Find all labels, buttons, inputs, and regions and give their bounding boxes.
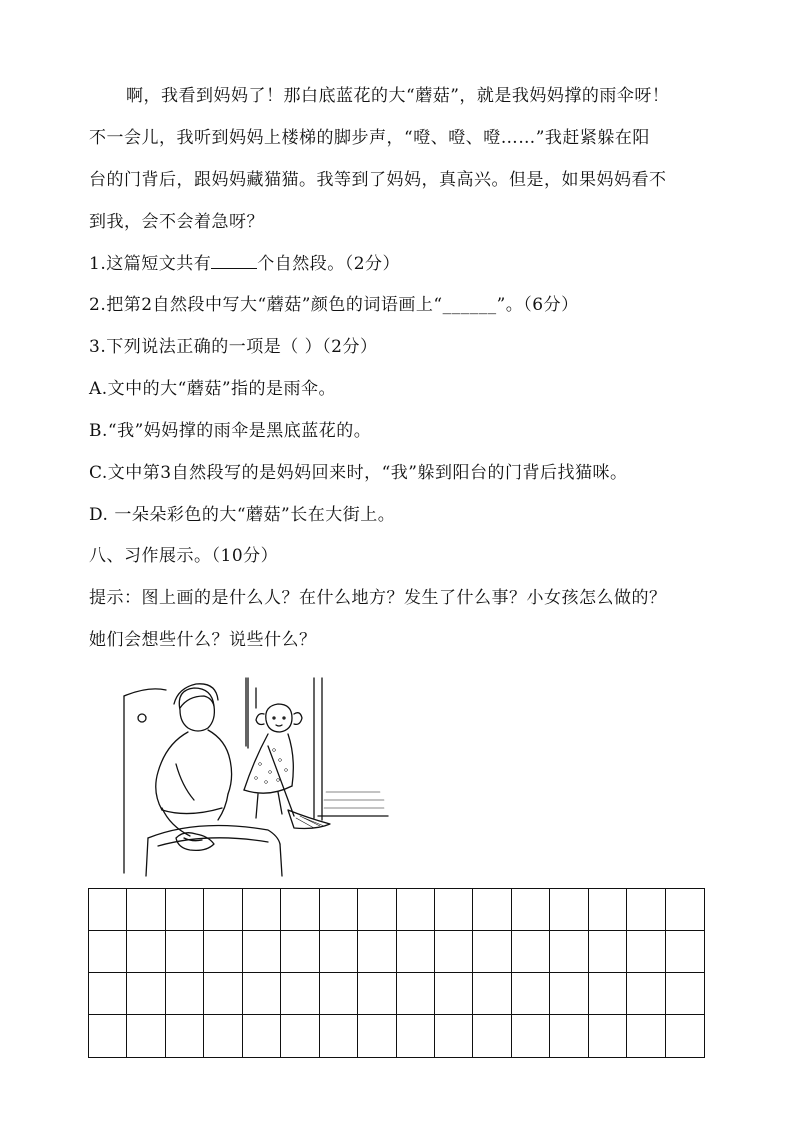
- grid-cell[interactable]: [358, 973, 396, 1015]
- grid-cell[interactable]: [320, 973, 358, 1015]
- question-2: [89, 293, 579, 317]
- grid-cell[interactable]: [320, 889, 358, 931]
- grid-cell[interactable]: [166, 889, 204, 931]
- grid-cell[interactable]: [435, 973, 473, 1015]
- grid-cell[interactable]: [243, 889, 281, 931]
- question-2-text: 2.把第2自然段中写大“蘑菇”颜色的词语画上“: [89, 295, 443, 315]
- section-8-hint-1: 提示：图上画的是什么人？在什么地方？发生了什么事？小女孩怎么做的？: [89, 588, 667, 608]
- option-c: C.文中第3自然段写的是妈妈回来时，“我”躲到阳台的门背后找猫咪。: [89, 463, 628, 483]
- grid-cell[interactable]: [89, 889, 127, 931]
- grid-cell[interactable]: [512, 931, 550, 973]
- grid-cell[interactable]: [550, 973, 588, 1015]
- passage-line-4: 到我，会不会着急呀？: [89, 212, 264, 232]
- grid-cell[interactable]: [589, 1015, 627, 1057]
- question-1: [89, 252, 400, 276]
- grid-cell[interactable]: [666, 973, 704, 1015]
- option-b: B.“我”妈妈撑的雨伞是黑底蓝花的。: [89, 421, 372, 441]
- grid-cell[interactable]: [127, 973, 165, 1015]
- grid-cell[interactable]: [589, 931, 627, 973]
- grid-cell[interactable]: [473, 973, 511, 1015]
- question-1-text: 1.这篇短文共有: [89, 254, 212, 274]
- grid-cell[interactable]: [89, 973, 127, 1015]
- grid-cell[interactable]: [435, 931, 473, 973]
- grid-cell[interactable]: [204, 889, 242, 931]
- grid-cell[interactable]: [281, 973, 319, 1015]
- grid-cell[interactable]: [589, 973, 627, 1015]
- grid-cell[interactable]: [473, 1015, 511, 1057]
- grid-cell[interactable]: [320, 1015, 358, 1057]
- grid-cell[interactable]: [204, 931, 242, 973]
- grid-cell[interactable]: [473, 931, 511, 973]
- grid-cell[interactable]: [397, 1015, 435, 1057]
- grid-cell[interactable]: [166, 931, 204, 973]
- grid-cell[interactable]: [127, 1015, 165, 1057]
- answer-blank-1[interactable]: [211, 254, 257, 269]
- grid-cell[interactable]: [281, 931, 319, 973]
- grid-cell[interactable]: [397, 973, 435, 1015]
- grid-cell[interactable]: [435, 889, 473, 931]
- mother-daughter-cleaning-illustration: [118, 668, 390, 880]
- grid-cell[interactable]: [127, 889, 165, 931]
- grid-cell[interactable]: [550, 1015, 588, 1057]
- section-8-hint-2: 她们会想些什么？说些什么？: [89, 630, 317, 650]
- option-a: A.文中的大“蘑菇”指的是雨伞。: [89, 379, 337, 399]
- grid-cell[interactable]: [358, 1015, 396, 1057]
- question-3: 3.下列说法正确的一项是（ ）（2分）: [89, 337, 378, 357]
- question-1-suffix: 个自然段。（2分）: [257, 254, 401, 274]
- grid-cell[interactable]: [243, 973, 281, 1015]
- grid-cell[interactable]: [358, 889, 396, 931]
- grid-cell[interactable]: [627, 973, 665, 1015]
- grid-cell[interactable]: [512, 889, 550, 931]
- grid-cell[interactable]: [627, 1015, 665, 1057]
- grid-cell[interactable]: [166, 973, 204, 1015]
- question-2-suffix: ”。（6分）: [496, 295, 579, 315]
- grid-cell[interactable]: [627, 931, 665, 973]
- passage-line-1: 啊，我看到妈妈了！那白底蓝花的大“蘑菇”，就是我妈妈撑的雨伞呀！: [126, 86, 670, 106]
- grid-cell[interactable]: [397, 931, 435, 973]
- grid-cell[interactable]: [281, 1015, 319, 1057]
- grid-cell[interactable]: [358, 931, 396, 973]
- grid-cell[interactable]: [473, 889, 511, 931]
- grid-cell[interactable]: [89, 1015, 127, 1057]
- passage-line-3: 台的门背后，跟妈妈藏猫猫。我等到了妈妈，真高兴。但是，如果妈妈看不: [89, 170, 667, 190]
- grid-cell[interactable]: [243, 931, 281, 973]
- grid-cell[interactable]: [666, 1015, 704, 1057]
- grid-cell[interactable]: [204, 1015, 242, 1057]
- grid-cell[interactable]: [243, 1015, 281, 1057]
- passage-line-2: 不一会儿，我听到妈妈上楼梯的脚步声，“噔、噔、噔……”我赶紧躲在阳: [89, 128, 650, 148]
- grid-cell[interactable]: [397, 889, 435, 931]
- grid-cell[interactable]: [666, 889, 704, 931]
- question-2-underline-sample: ______: [442, 295, 497, 315]
- grid-cell[interactable]: [281, 889, 319, 931]
- grid-cell[interactable]: [550, 931, 588, 973]
- writing-grid[interactable]: [88, 888, 705, 1058]
- grid-cell[interactable]: [627, 889, 665, 931]
- section-8-title: 八、习作展示。（10分）: [89, 546, 279, 566]
- grid-cell[interactable]: [589, 889, 627, 931]
- grid-cell[interactable]: [512, 1015, 550, 1057]
- grid-cell[interactable]: [512, 973, 550, 1015]
- grid-cell[interactable]: [127, 931, 165, 973]
- grid-cell[interactable]: [550, 889, 588, 931]
- grid-cell[interactable]: [204, 973, 242, 1015]
- grid-cell[interactable]: [89, 931, 127, 973]
- grid-cell[interactable]: [666, 931, 704, 973]
- grid-cell[interactable]: [166, 1015, 204, 1057]
- grid-cell[interactable]: [435, 1015, 473, 1057]
- option-d: D. 一朵朵彩色的大“蘑菇”长在大街上。: [89, 505, 396, 525]
- grid-cell[interactable]: [320, 931, 358, 973]
